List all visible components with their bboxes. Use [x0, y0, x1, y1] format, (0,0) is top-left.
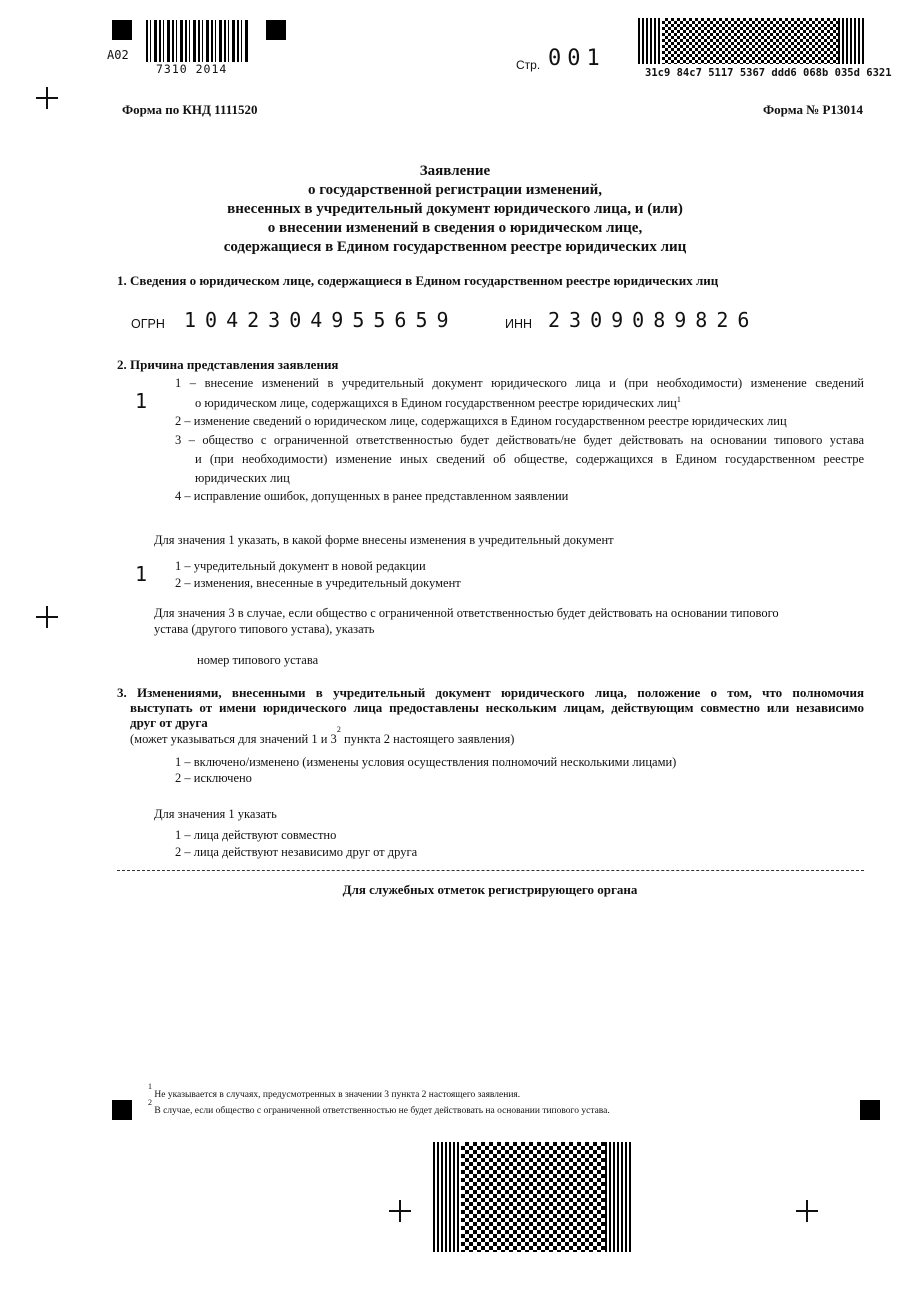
divider [117, 870, 864, 871]
registration-mark-bottom-right [860, 1100, 880, 1120]
section3-heading-cont: выступать от имени юридического лица предоставлены нескольким лицам, действующим совместно или независимо [130, 700, 864, 715]
reason-option-1-cont: о юридическом лице, содержащихся в Едином государственном реестре юридических лиц$^1$ [195, 395, 681, 411]
crosshair-icon [389, 1200, 411, 1222]
footnote-2: $^2$ В случае, если общество с ограниченной ответственностью не будет действовать на основании типового устава. [148, 1098, 610, 1117]
reason-field[interactable]: 1 [135, 389, 148, 413]
section3-note: (может указываться для значений 1 и $3^2$ пункта 2 настоящего заявления) [130, 725, 515, 747]
hash-code: 31c9 84c7 5117 5367 ddd6 068b 035d 6321 [645, 67, 892, 79]
registration-mark-bottom-left [112, 1100, 132, 1120]
page-label: Стр. [516, 58, 541, 72]
matrix-barcode [638, 18, 864, 64]
form-field[interactable]: 1 [135, 562, 148, 586]
charter-number-label: номер типового устава [197, 653, 319, 667]
crosshair-icon [796, 1200, 818, 1222]
section3-heading: 3. Изменениями, внесенными в учредительный документ юридического лица, положение о том, что полномочия [117, 685, 864, 700]
reason-option-3-cont: и (при необходимости) изменение иных сведений об обществе, содержащихся в Едином государственном реестре [195, 452, 864, 466]
footnote-1: $^1$ Не указывается в случаях, предусмотренных в значении 3 пункта 2 настоящего заявления. [148, 1082, 521, 1101]
reason-option-3: 3 – общество с ограниченной ответственностью будет действовать/не будет действовать на основании типового устава [175, 433, 864, 447]
inn-field[interactable]: 2309089826 [548, 308, 759, 332]
title-line: Заявление [419, 163, 491, 179]
reason-option-2: 2 – изменение сведений о юридическом лице, содержащихся в Едином государственном реестре юридических лиц [175, 414, 787, 428]
reason-option-3-end: юридических лиц [195, 471, 290, 485]
value3-note-cont: устава (другого типового устава), указать [154, 622, 375, 636]
page-code: A02 [107, 48, 129, 62]
registration-mark-top-left [112, 20, 132, 40]
crosshair-icon [36, 87, 58, 109]
section3-option-1: 1 – включено/изменено (изменены условия осуществления полномочий несколькими лицами) [175, 755, 677, 769]
form-number: Форма № Р13014 [763, 102, 863, 117]
section2-heading: 2. Причина представления заявления [117, 357, 339, 372]
page-number: 001 [548, 46, 606, 71]
form-knd: Форма по КНД 1111520 [122, 102, 258, 117]
section3-heading-end: друг от друга [130, 715, 208, 730]
value3-note: Для значения 3 в случае, если общество с ограниченной ответственностью будет действовать на основании типового [154, 606, 779, 620]
section3-option-2: 2 – исключено [175, 771, 252, 785]
section1-heading: 1. Сведения о юридическом лице, содержащиеся в Едином государственном реестре юридических лиц [117, 273, 719, 288]
section3-sub-question: Для значения 1 указать [154, 807, 277, 821]
service-marks-heading: Для служебных отметок регистрирующего органа [342, 882, 638, 897]
ogrn-field[interactable]: 1042304955659 [184, 308, 458, 332]
inn-label: ИНН [505, 317, 533, 331]
document-title [0, 162, 910, 257]
section3-sub-option-2: 2 – лица действуют независимо друг от друга [175, 845, 418, 859]
bottom-matrix-barcode [433, 1142, 633, 1252]
title-line: о внесении изменений в сведения о юридическом лице, [267, 220, 643, 236]
reason-option-1: 1 – внесение изменений в учредительный документ юридического лица и (при необходимости) изменение сведений [175, 376, 864, 390]
barcode-number: 7310 2014 [156, 62, 228, 76]
registration-mark-top-right [266, 20, 286, 40]
title-line: содержащиеся в Едином государственном реестре юридических лиц [223, 239, 687, 255]
form-option-2: 2 – изменения, внесенные в учредительный документ [175, 576, 461, 590]
reason-option-4: 4 – исправление ошибок, допущенных в ранее представленном заявлении [175, 489, 569, 503]
ogrn-label: ОГРН [131, 317, 165, 331]
section3-sub-option-1: 1 – лица действуют совместно [175, 828, 337, 842]
crosshair-icon [36, 606, 58, 628]
form-option-1: 1 – учредительный документ в новой редакции [175, 559, 426, 573]
title-line: о государственной регистрации изменений, [307, 182, 603, 198]
title-line: внесенных в учредительный документ юридического лица, и (или) [227, 201, 683, 217]
linear-barcode [146, 20, 250, 62]
form-question: Для значения 1 указать, в какой форме внесены изменения в учредительный документ [154, 533, 614, 547]
